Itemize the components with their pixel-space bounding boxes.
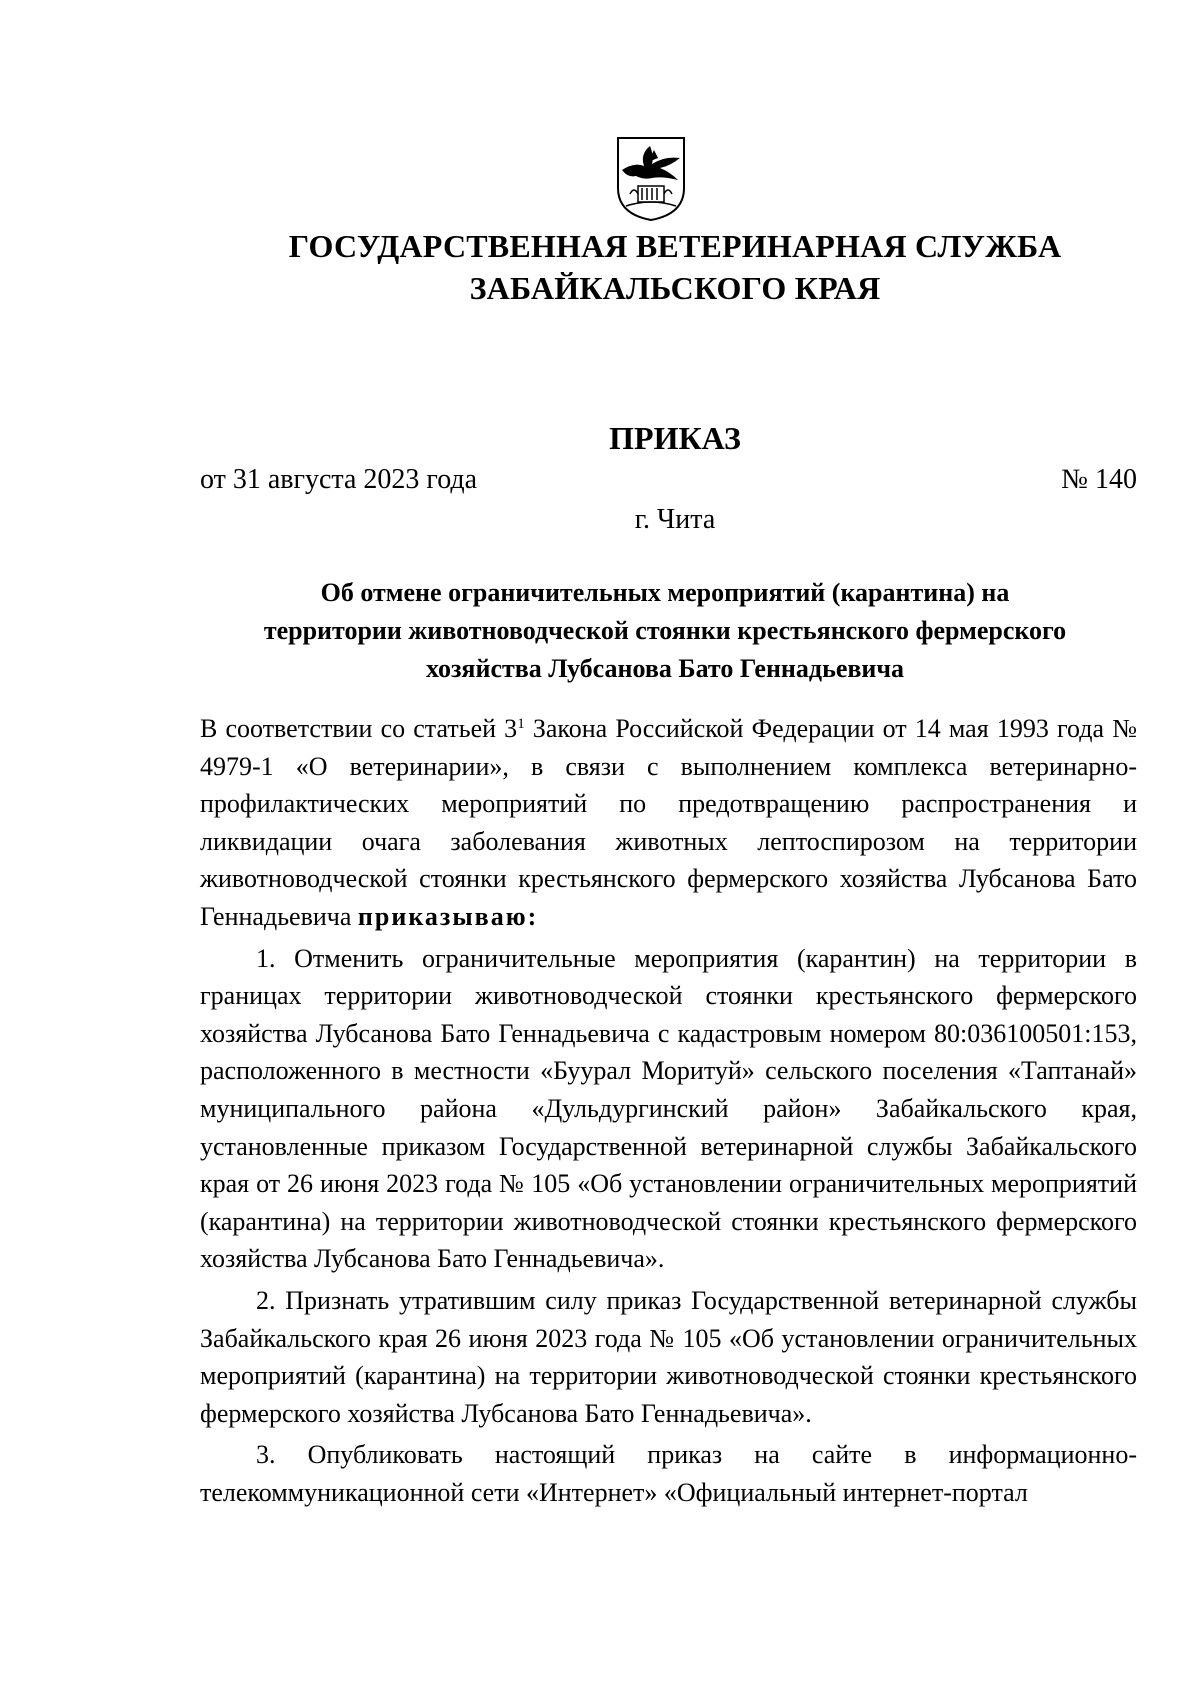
order-subject-line3: хозяйства Лубсанова Бато Геннадьевича — [425, 654, 905, 683]
organization-name-line1: ГОСУДАРСТВЕННАЯ ВЕТЕРИНАРНАЯ СЛУЖБА — [288, 228, 1062, 264]
article-superscript: 1 — [517, 716, 525, 732]
order-item-2: 2. Признать утратившим силу приказ Государственной ветеринарной службы Забайкальского края 26 июня 2023 года № 105 «Об установлении ограничительных мероприятий (карантина) на территории животноводческой стоянки крестьянского фермерского хозяйства Лубсанова Бато Геннадьевича». — [200, 1285, 1137, 1428]
order-subject — [200, 574, 1130, 688]
order-date: от 31 августа 2023 года — [200, 464, 478, 495]
order-item-3: 3. Опубликовать настоящий приказ на сайте в информационно-телекоммуникационной сети «Интернет» «Официальный интернет-портал — [200, 1440, 1137, 1507]
order-subject-line1: Об отмене ограничительных мероприятий (карантина) на — [320, 578, 1010, 607]
order-body — [200, 710, 1137, 1515]
command-word: приказываю: — [357, 901, 539, 931]
zabaykalsky-coat-of-arms-icon — [614, 136, 688, 222]
order-subject-line2: территории животноводческой стоянки крестьянского фермерского — [263, 616, 1067, 645]
document-title: ПРИКАЗ — [609, 420, 741, 456]
order-item-1: 1. Отменить ограничительные мероприятия (карантин) на территории в границах территории животноводческой стоянки крестьянского фермерского хозяйства Лубсанова Бато Геннадьевича с кадастровым номером 80:036100501:153, расположенного в местности «Буурал Моритуй» сельского поселения «Таптанай» муниципального района «Дульдургинский район» Забайкальского края, установленные приказом Государственной ветеринарной службы Забайкальского края от 26 июня 2023 года № 105 «Об установлении ограничительных мероприятий (карантина) на территории животноводческой стоянки крестьянского фермерского хозяйства Лубсанова Бато Геннадьевича». — [200, 943, 1137, 1274]
preamble-paragraph — [200, 710, 1137, 936]
order-city: г. Чита — [634, 504, 716, 535]
preamble-text-end: Закона Российской Федерации от 14 мая 1993 года № 4979-1 «О ветеринарии», в связи с выполнением комплекса ветеринарно-профилактических мероприятий по предотвращению распространения и ликвидации очага заболевания животных лептоспирозом на территории животноводческой стоянки крестьянского фермерского хозяйства Лубсанова Бато Геннадьевича — [200, 714, 1137, 931]
organization-name-line2: ЗАБАЙКАЛЬСКОГО КРАЯ — [469, 270, 881, 306]
preamble-text-start: В соответствии со статьей 3 — [200, 714, 518, 743]
order-number: № 140 — [1061, 464, 1137, 495]
